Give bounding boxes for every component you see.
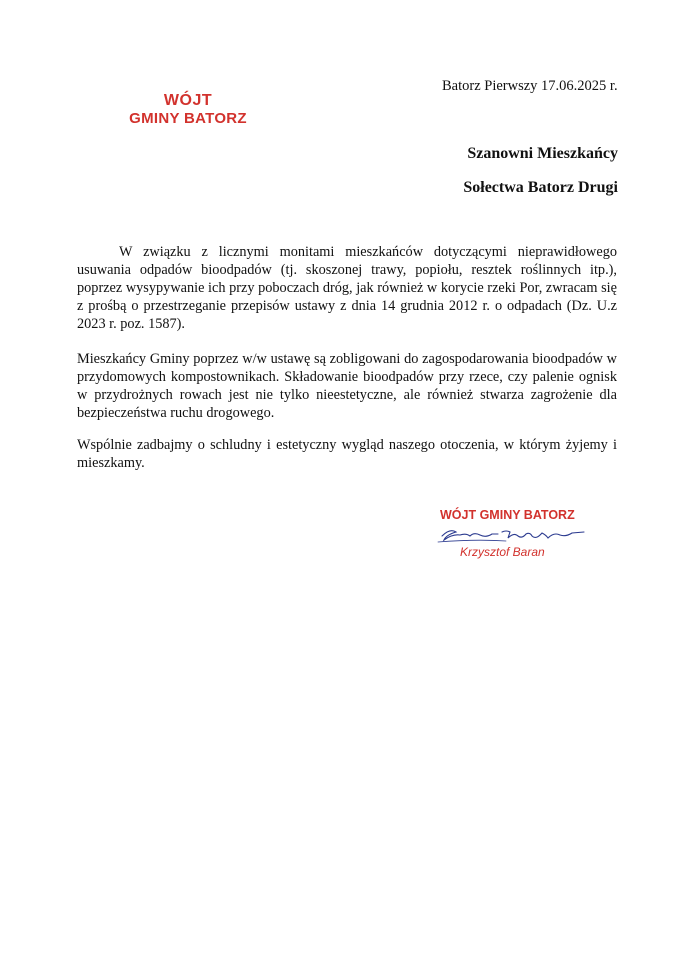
header-stamp — [118, 92, 258, 128]
body-paragraph-1: W związku z licznymi monitami mieszkańców dotyczącymi nieprawidłowego usuwania odpadów bioodpadów (tj. skoszonej trawy, popiołu, resztek roślinnych itp.), poprzez wysypywanie ich przy poboczach dróg, jak również w korycie rzeki Por, zwracam się z prośbą o przestrzeganie przepisów ustawy z dnia 14 grudnia 2012 r. o odpadach (Dz. U.z 2023 r. poz. 1587). — [77, 244, 617, 332]
salutation-line2: Sołectwa Batorz Drugi — [463, 179, 618, 196]
signatory-name: Krzysztof Baran — [460, 545, 545, 559]
salutation-line1: Szanowni Mieszkańcy — [467, 145, 618, 162]
body-paragraph-3: Wspólnie zadbajmy o schludny i estetyczny wygląd naszego otoczenia, w którym żyjemy i mieszkamy. — [77, 437, 617, 471]
body-paragraph-2: Mieszkańcy Gminy poprzez w/w ustawę są zobligowani do zagospodarowania bioodpadów w przydomowych kompostownikach. Składowanie bioodpadów przy rzece, czy palenie ognisk w przydrożnych rowach jest nie tylko nieestetyczne, ale również stwarza zagrożenie dla bezpieczeństwa ruchu drogowego. — [77, 351, 617, 421]
stamp-title-line1: WÓJT — [163, 92, 213, 109]
place-date: Batorz Pierwszy 17.06.2025 r. — [442, 78, 618, 94]
stamp-title-line2: GMINY BATORZ — [129, 110, 247, 127]
signature-block — [436, 508, 596, 568]
signature-stamp-title: WÓJT GMINY BATORZ — [440, 508, 575, 522]
